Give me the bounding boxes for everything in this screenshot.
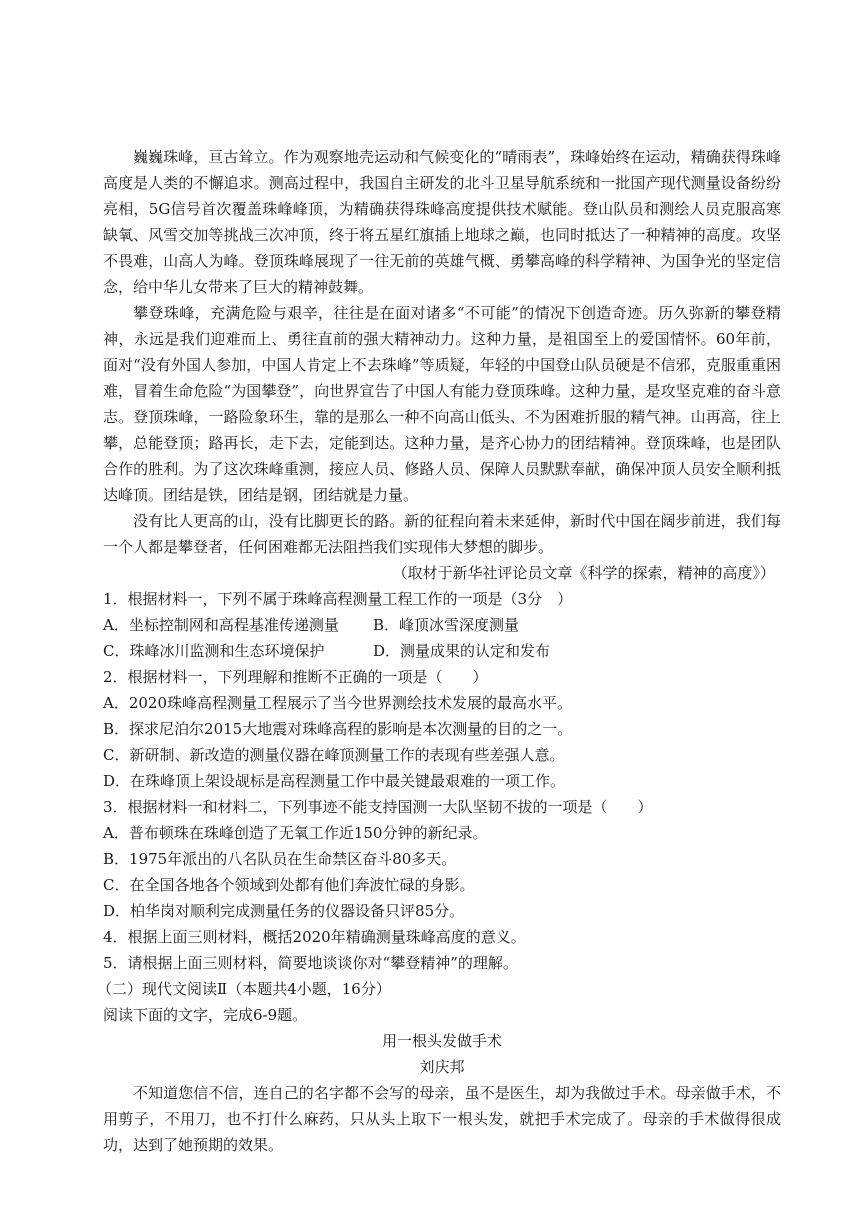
material-paragraph-1: 巍巍珠峰，亘古耸立。作为观察地壳运动和气候变化的“晴雨表”，珠峰始终在运动，精确获得珠峰高度是人类的不懈追求。测高过程中，我国自主研发的北斗卫星导航系统和一批国产现代测量设备纷纷亮相，5G信号首次覆盖珠峰峰顶，为精确获得珠峰高度提供技术赋能。登山队员和测绘人员克服高寒缺氧、风雪交加等挑战三次冲顶，终于将五星红旗插上地球之巅，也同时抵达了一种精神的高度。攻坚不畏难，山高人为峰。登顶珠峰展现了一往无前的英雄气概、勇攀高峰的科学精神、为国争光的坚定信念，给中华儿女带来了巨大的精神鼓舞。 <box>103 148 781 296</box>
article-title: 用一根头发做手术 <box>381 1032 502 1050</box>
question-1-option-a: A．坐标控制网和高程基准传递测量 <box>103 616 339 634</box>
question-1-option-b: B．峰顶冰雪深度测量 <box>373 616 520 634</box>
material-paragraph-3: 没有比人更高的山，没有比脚更长的路。新的征程向着未来延伸，新时代中国在阔步前进，我们每一个人都是攀登者，任何困难都无法阻挡我们实现伟大梦想的脚步。 <box>103 512 781 556</box>
material-paragraph-2: 攀登珠峰，充满危险与艰辛，往往是在面对诸多“不可能”的情况下创造奇迹。历久弥新的攀登精神，永远是我们迎难而上、勇往直前的强大精神动力。这种力量，是祖国至上的爱国情怀。60年前，面对“没有外国人参加，中国人肯定上不去珠峰”等质疑，年轻的中国登山队员硬是不信邪，克服重重困难，冒着生命危险“为国攀登”，向世界宣告了中国人有能力登顶珠峰。这种力量，是攻坚克难的奋斗意志。登顶珠峰，一路险象环生，靠的是那么一种不向高山低头、不为困难折服的精气神。山再高，往上攀，总能登顶；路再长，走下去，定能到达。这种力量，是齐心协力的团结精神。登顶珠峰，也是团队合作的胜利。为了这次珠峰重测，接应人员、修路人员、保障人员默默奉献，确保冲顶人员安全顺利抵达峰顶。团结是铁，团结是钢，团结就是力量。 <box>103 304 781 504</box>
article-paragraph-1: 不知道您信不信，连自己的名字都不会写的母亲，虽不是医生，却为我做过手术。母亲做手术，不用剪子，不用刀，也不打什么麻药，只从头上取下一根头发，就把手术完成了。母亲的手术做得很成功，达到了她预期的效果。 <box>103 1084 781 1154</box>
question-3-stem: 3．根据材料一和材料二，下列事迹不能支持国测一大队坚韧不拔的一项是（ ） <box>103 798 653 816</box>
question-5: 5．请根据上面三则材料，简要地谈谈你对“攀登精神”的理解。 <box>103 954 518 972</box>
article-author: 刘庆邦 <box>419 1058 465 1076</box>
question-3-option-c: C．在全国各地各个领域到处都有他们奔波忙碌的身影。 <box>103 876 475 894</box>
question-2 <box>103 664 781 794</box>
question-3-option-a: A．普布顿珠在珠峰创造了无氧工作近150分钟的新纪录。 <box>103 824 488 842</box>
section-2-heading: （二）现代文阅读Ⅱ（本题共4小题，16分） <box>97 980 391 998</box>
question-3-option-b: B．1975年派出的八名队员在生命禁区奋斗80多天。 <box>103 850 457 868</box>
question-2-option-b: B．探求尼泊尔2015大地震对珠峰高程的影响是本次测量的目的之一。 <box>103 720 573 738</box>
exam-page <box>97 144 781 1158</box>
source-citation: （取材于新华社评论员文章《科学的探索，精神的高度》） <box>392 564 775 582</box>
question-2-option-d: D．在珠峰顶上架设觇标是高程测量工作中最关键最艰难的一项工作。 <box>103 772 566 790</box>
question-1-options-row-2 <box>103 638 781 664</box>
question-1-option-d: D．测量成果的认定和发布 <box>373 642 551 660</box>
question-2-option-c: C．新研制、新改造的测量仪器在峰顶测量工作的表现有些差强人意。 <box>103 746 565 764</box>
section-2-instruction: 阅读下面的文字，完成6-9题。 <box>103 1006 308 1024</box>
question-4: 4．根据上面三则材料，概括2020年精确测量珠峰高度的意义。 <box>103 928 526 946</box>
question-1-options-row-1 <box>103 612 781 638</box>
question-3-option-d: D．柏华岗对顺利完成测量任务的仪器设备只评85分。 <box>103 902 465 920</box>
question-3 <box>103 794 781 924</box>
question-1-stem: 1．根据材料一，下列不属于珠峰高程测量工程工作的一项是（3分 ） <box>103 590 573 608</box>
question-1-option-c: C．珠峰冰川监测和生态环境保护 <box>103 642 325 660</box>
question-1 <box>103 586 781 664</box>
question-2-stem: 2．根据材料一，下列理解和推断不正确的一项是（ ） <box>103 668 488 686</box>
question-2-option-a: A．2020珠峰高程测量工程展示了当今世界测绘技术发展的最高水平。 <box>103 694 573 712</box>
